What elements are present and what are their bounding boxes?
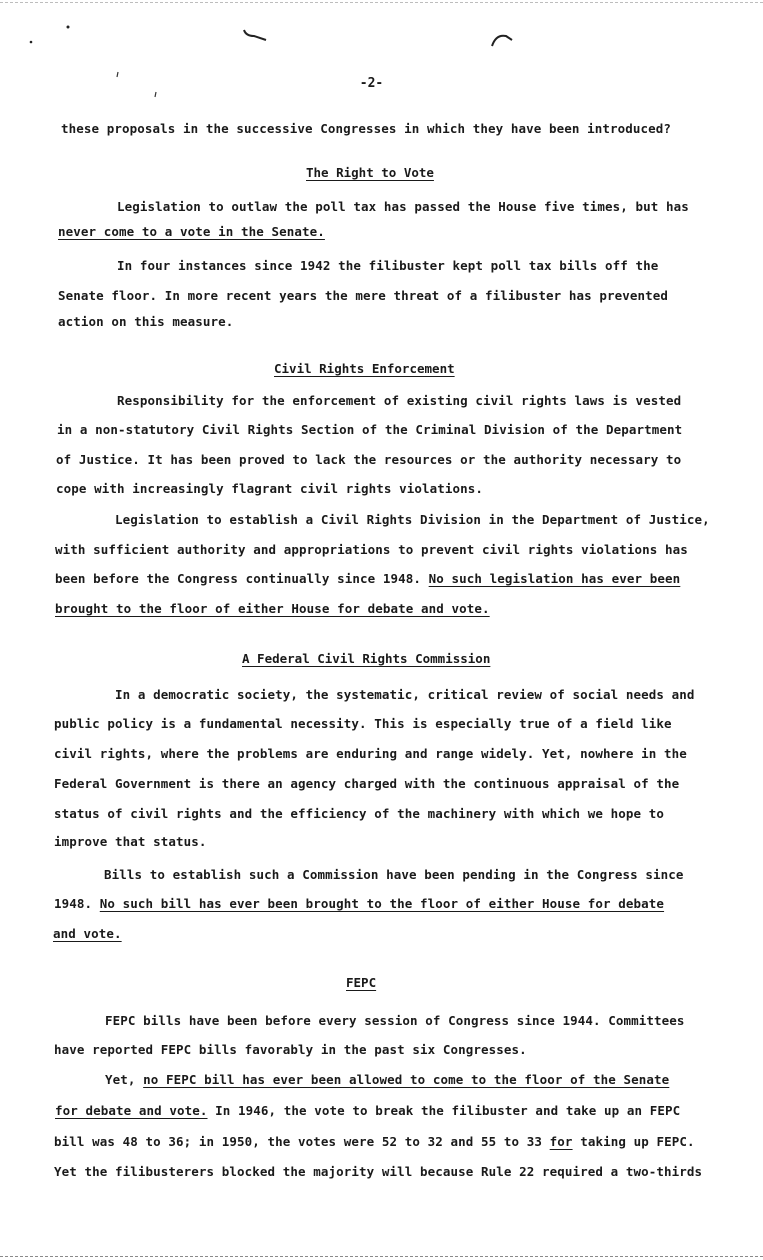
text-line: Legislation to outlaw the poll tax has passed the House five times, but has <box>117 199 689 214</box>
text-line: with sufficient authority and appropriations to prevent civil rights violations has <box>55 542 688 557</box>
heading-civil-rights-enforcement: Civil Rights Enforcement <box>274 361 455 376</box>
text-line: status of civil rights and the efficiency of the machinery with which we hope to <box>54 806 665 821</box>
text-run-underlined: for <box>549 1134 573 1149</box>
text-run: Yet, <box>105 1072 144 1087</box>
text-line: Federal Government is there an agency charged with the continuous appraisal of the <box>54 776 680 791</box>
text-run: bill was 48 to 36; in 1950, the votes were 52 to 32 and 55 to 33 <box>54 1134 550 1149</box>
intro-line: these proposals in the successive Congresses in which they have been introduced? <box>61 121 672 136</box>
text-line: public policy is a fundamental necessity. This is especially true of a field like <box>54 716 672 731</box>
text-line-mixed <box>105 1072 669 1087</box>
text-line: Legislation to establish a Civil Rights Division in the Department of Justice, <box>115 512 710 527</box>
heading-right-to-vote: The Right to Vote <box>306 165 434 180</box>
text-line: FEPC bills have been before every session of Congress since 1944. Committees <box>105 1013 685 1028</box>
text-run: In 1946, the vote to break the filibuster and take up an FEPC <box>207 1103 681 1118</box>
text-line: Senate floor. In more recent years the mere threat of a filibuster has prevented <box>58 288 669 303</box>
text-run-underlined: No such bill has ever been brought to the floor of either House for debate <box>99 896 665 911</box>
bottom-edge <box>0 1256 763 1257</box>
text-line: In four instances since 1942 the filibuster kept poll tax bills off the <box>117 258 659 273</box>
heading-federal-commission: A Federal Civil Rights Commission <box>242 651 491 666</box>
heading-fepc: FEPC <box>346 975 377 990</box>
text-line: Bills to establish such a Commission have been pending in the Congress since <box>104 867 684 882</box>
text-line: action on this measure. <box>58 314 234 329</box>
text-line: in a non-statutory Civil Rights Section of the Criminal Division of the Department <box>57 422 683 437</box>
punch-mark-right-icon <box>488 30 518 50</box>
text-line-mixed <box>54 896 664 911</box>
page-number: -2- <box>359 76 384 91</box>
text-line: Responsibility for the enforcement of existing civil rights laws is vested <box>117 393 682 408</box>
text-line-underlined: never come to a vote in the Senate. <box>58 224 325 239</box>
text-line: have reported FEPC bills favorably in the past six Congresses. <box>54 1042 527 1057</box>
text-line-mixed <box>54 1134 695 1149</box>
text-run: been before the Congress continually since 1948. <box>55 571 429 586</box>
text-line: of Justice. It has been proved to lack the resources or the authority necessary to <box>56 452 682 467</box>
text-line: cope with increasingly flagrant civil rights violations. <box>56 481 484 496</box>
text-line: In a democratic society, the systematic, critical review of social needs and <box>115 687 695 702</box>
text-line-underlined: brought to the floor of either House for debate and vote. <box>55 601 490 616</box>
top-perforation <box>0 2 763 3</box>
scan-mark-left-icon <box>28 18 78 48</box>
text-line-mixed <box>55 571 680 586</box>
text-run-underlined: no FEPC bill has ever been allowed to come to the floor of the Senate <box>143 1072 670 1087</box>
text-line: Yet the filibusterers blocked the majority will because Rule 22 required a two-thirds <box>54 1164 703 1179</box>
text-run-underlined: No such legislation has ever been <box>428 571 681 586</box>
text-line: civil rights, where the problems are enduring and range widely. Yet, nowhere in the <box>54 746 687 761</box>
text-run-underlined: for debate and vote. <box>55 1103 208 1118</box>
text-line-underlined: and vote. <box>53 926 122 941</box>
text-line-mixed <box>55 1103 680 1118</box>
text-line: improve that status. <box>54 834 207 849</box>
text-run: 1948. <box>54 896 100 911</box>
text-run: taking up FEPC. <box>572 1134 695 1149</box>
punch-mark-left-icon <box>240 26 270 46</box>
